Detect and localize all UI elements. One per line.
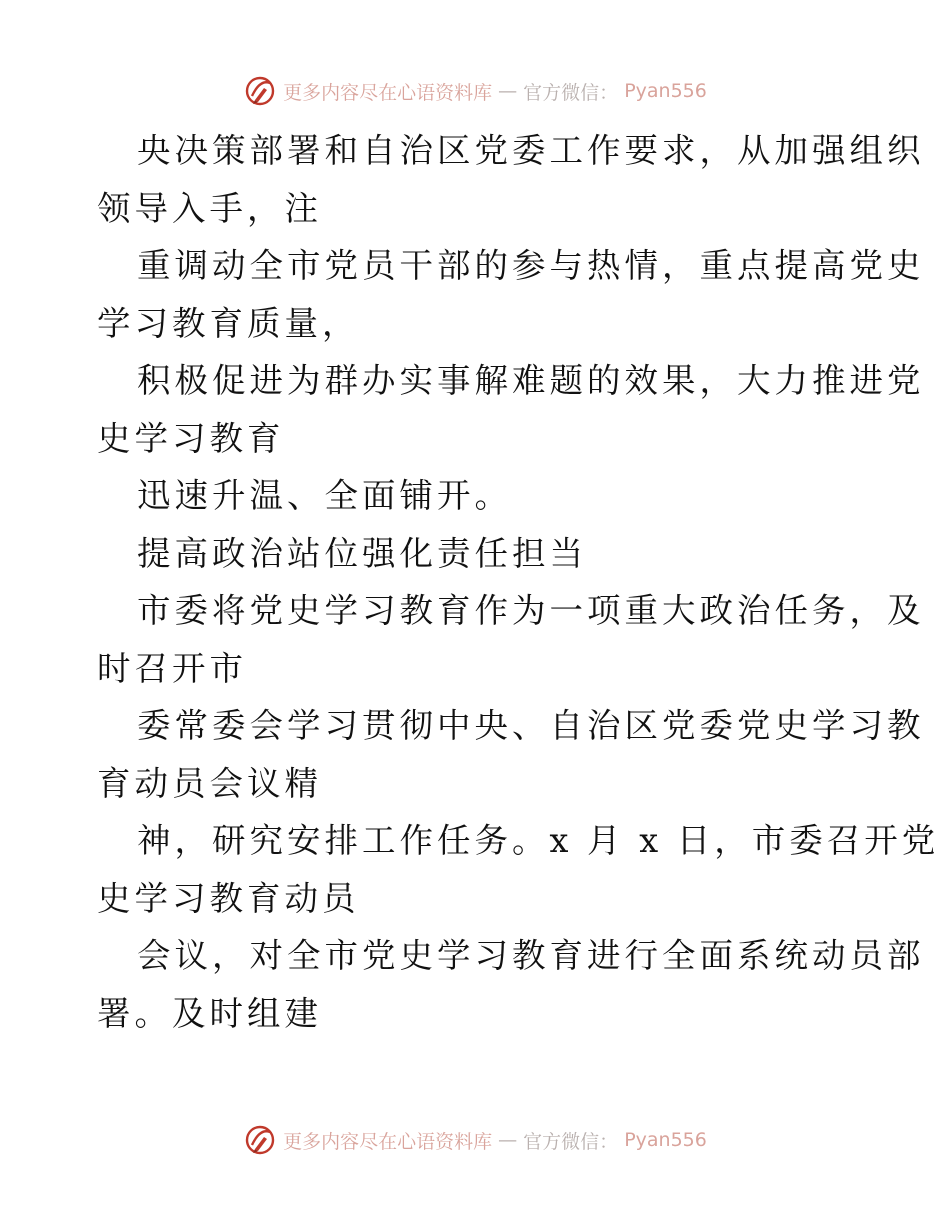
pen-logo-icon [243, 1123, 277, 1157]
section-heading: 提高政治站位强化责任担当 [137, 533, 587, 573]
body-line: 市委将党史学习教育作为一项重大政治任务，及 [137, 591, 925, 630]
watermark-wechat-id: Pyan556 [624, 1129, 707, 1151]
body-line: 署。及时组建 [97, 993, 322, 1033]
body-line: 委常委会学习贯彻中央、自治区党委党史学习教 [137, 706, 925, 745]
watermark-separator: — [498, 80, 518, 102]
watermark-separator: — [498, 1129, 518, 1151]
body-line: 史学习教育 [97, 418, 285, 458]
watermark-brand: 更多内容尽在心语资料库 [283, 81, 493, 104]
body-line: 史学习教育动员 [97, 878, 360, 918]
body-line: 会议，对全市党史学习教育进行全面系统动员部 [137, 936, 925, 975]
watermark-wechat-label: 官方微信： [523, 81, 619, 104]
watermark-wechat-id: Pyan556 [624, 80, 707, 102]
body-line: 央决策部署和自治区党委工作要求，从加强组织 [137, 131, 925, 170]
body-line: 重调动全市党员干部的参与热情，重点提高党史 [137, 246, 925, 285]
body-line: 神，研究安排工作任务。x 月 x 日，市委召开党 [137, 821, 940, 860]
body-line: 时召开市 [97, 648, 247, 688]
body-line: 育动员会议精 [97, 763, 322, 803]
watermark-brand: 更多内容尽在心语资料库 [283, 1130, 493, 1153]
header-watermark [0, 71, 950, 111]
document-body [97, 122, 940, 1042]
pen-logo-icon [243, 74, 277, 108]
body-line: 迅速升温、全面铺开。 [137, 476, 512, 515]
body-line: 领导入手，注 [97, 188, 322, 228]
footer-watermark [0, 1120, 950, 1160]
body-line: 积极促进为群办实事解难题的效果，大力推进党 [137, 361, 925, 400]
body-line: 学习教育质量， [97, 303, 360, 343]
watermark-wechat-label: 官方微信： [523, 1130, 619, 1153]
